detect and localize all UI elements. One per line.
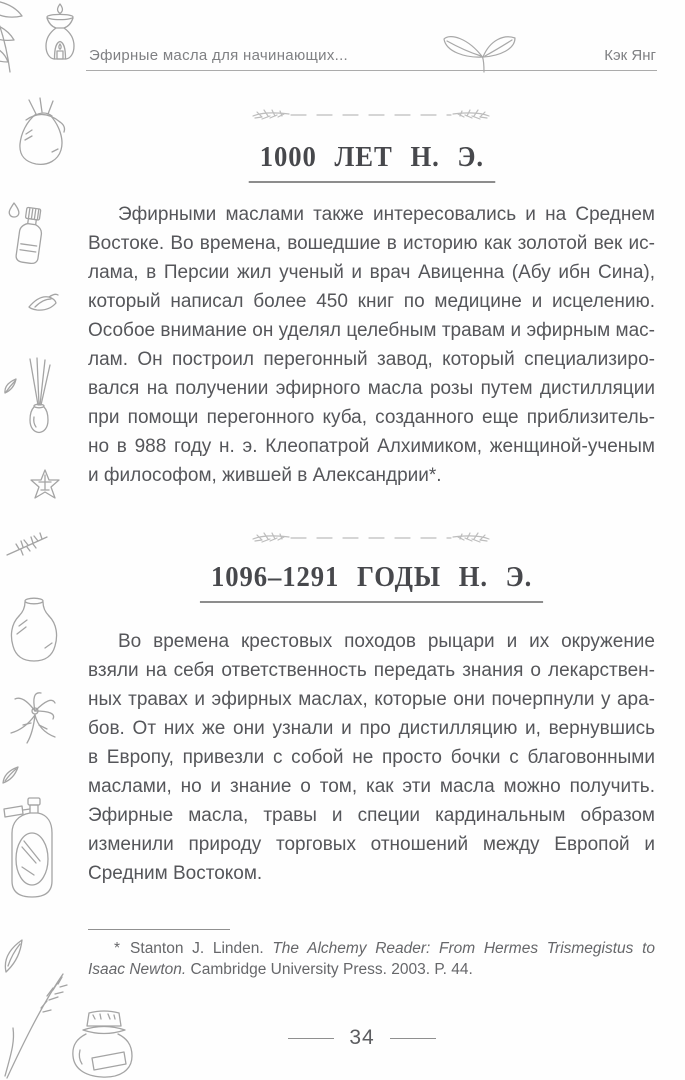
text-line: Эфирными маслами также интересовались и на Среднем [118, 204, 655, 225]
text-line: вался на получении эфирного масла розы путем дистилляции [88, 378, 655, 399]
flower-bud-illustration [25, 291, 59, 315]
page-number-row [88, 1026, 636, 1050]
text-line: Востоке. Во времена, вошедшие в историю как золотой век ис- [88, 233, 655, 254]
page-number-dash [390, 1038, 436, 1039]
text-line: при помощи перегонного куба, созданного еще приблизитель- [88, 407, 655, 428]
essential-oil-bottle-illustration [11, 205, 49, 267]
flower-cluster-illustration [5, 689, 63, 747]
text-line: лама, в Персии жил ученый и врач Авиценна (Абу ибн Сина), [88, 262, 655, 283]
text-line: лам. Он построил перегонный завод, который специализиро- [88, 349, 655, 370]
text-line: бов. От них же они узнали и про дистилляцию и, вернувшись [88, 718, 655, 739]
text-line: в Европу, привезли с собой не просто бочки с благовонными [88, 747, 655, 768]
text-line: Эфирные масла, травы и специи кардинальным образом [88, 805, 655, 826]
text-line: Во времена крестовых походов рыцари и их окружение [118, 631, 655, 652]
aroma-lamp-illustration [41, 3, 79, 61]
footnote-citation-title: The Alchemy Reader: From Hermes Trismegistus to Isaac Newton. [88, 940, 655, 978]
round-vase-illustration [9, 596, 59, 664]
corner-leaves-illustration [0, 0, 38, 84]
footnote-text: Stanton J. Linden. [130, 940, 273, 957]
paragraph-1 [88, 200, 655, 490]
text-line: взяли на себя ответственность передать знания о лекарствен- [88, 660, 655, 681]
lavender-sprig-illustration [5, 531, 49, 559]
paragraph-2 [88, 627, 655, 888]
section-heading-1096-1291: 1096–1291 ГОДЫ Н. Э. [200, 560, 543, 603]
leafy-dash-ornament [251, 106, 491, 122]
page-number: 34 [349, 1026, 375, 1049]
text-line: изменили природу торговых отношений между Европой и [88, 834, 655, 855]
author-name: Кэк Янг [604, 47, 656, 64]
page-number-dash [288, 1038, 334, 1039]
section-heading-1000: 1000 ЛЕТ Н. Э. [248, 140, 494, 183]
small-leaf-illustration [1, 765, 21, 785]
footnote [88, 938, 655, 980]
sprout-icon [438, 26, 530, 74]
sachet-pouch-illustration [14, 94, 70, 168]
lavender-stalk-illustration [1, 966, 71, 1080]
text-line: Особое внимание он уделял целебным травам и эфирным мас- [88, 320, 655, 341]
text-line: маслами, но и знание о том, как эти масла можно получить. [88, 776, 655, 797]
reed-diffuser-illustration [26, 357, 52, 443]
footnote-rule [88, 929, 230, 930]
text-line: и философом, жившей в Александрии*. [88, 465, 442, 486]
leaf-illustration [3, 377, 19, 395]
leafy-dash-ornament [251, 529, 491, 545]
running-title: Эфирные масла для начинающих... [89, 47, 349, 64]
text-line: который написал более 450 книг по медицине и исцелению. [88, 291, 655, 312]
header-rule [86, 70, 657, 71]
tagged-oil-bottle-illustration [2, 797, 58, 901]
footnote-marker: * [114, 940, 121, 957]
corked-jar-illustration [64, 1010, 142, 1080]
footnote-text: Cambridge University Press. 2003. P. 44. [186, 961, 473, 978]
text-line: ных травах и эфирных маслах, которые они почерпнули у ара- [88, 689, 655, 710]
text-line: Средним Востоком. [88, 863, 263, 884]
star-flower-illustration [30, 467, 60, 503]
text-line: но в 988 году н. э. Клеопатрой Алхимиком, женщиной-ученым [88, 436, 655, 457]
